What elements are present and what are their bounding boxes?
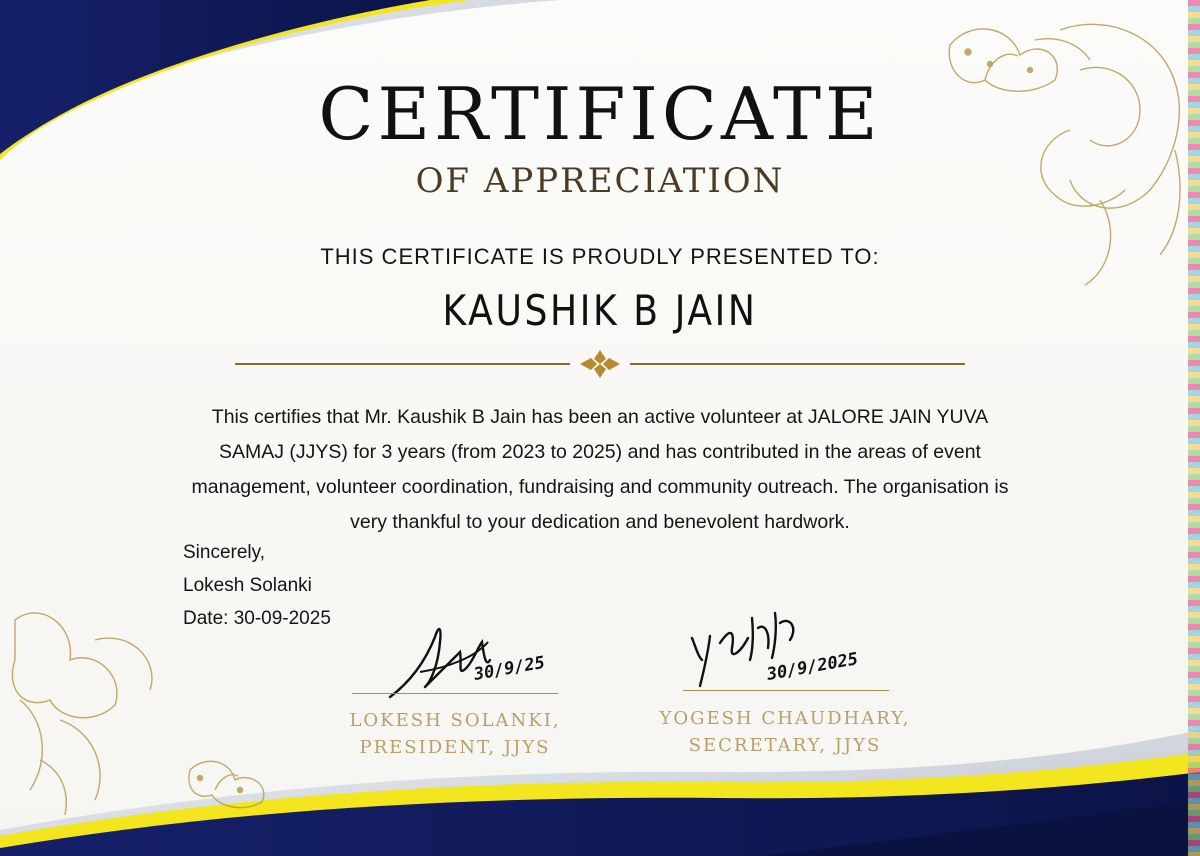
fleur-ornament-icon <box>580 350 620 378</box>
presented-to-label: THIS CERTIFICATE IS PROUDLY PRESENTED TO: <box>320 244 880 269</box>
secretary-role-line: SECRETARY, JJYS <box>688 735 882 756</box>
president-name-line: LOKESH SOLANKI, <box>349 710 561 731</box>
president-caption <box>300 707 610 761</box>
ornamental-divider <box>235 350 965 380</box>
bottom-left-floral-ornament <box>12 613 263 815</box>
president-signature <box>380 612 570 702</box>
issue-date: Date: 30-09-2025 <box>183 608 331 629</box>
salutation: Sincerely, <box>183 542 266 563</box>
certificate-title: CERTIFICATE <box>318 72 882 156</box>
secretary-caption <box>625 705 945 759</box>
president-signature-line <box>352 693 558 694</box>
closing-block <box>183 536 331 635</box>
certificate-body: This certifies that Mr. Kaushik B Jain has been an active volunteer at JALORE JAIN YUVA SAMAJ (JJYS) for 3 years (from 2023 to 2025) and has contributed in the areas of event management, volunteer coordination, fundraising and community outreach. The organisation is very thankful to your dedication and benevolent hardwork. <box>191 406 1009 533</box>
secretary-signature-line <box>683 690 889 691</box>
certificate-subtitle: OF APPRECIATION <box>415 161 785 201</box>
president-signature-date: 30/9/25 <box>472 652 547 685</box>
president-role-line: PRESIDENT, JJYS <box>359 737 551 758</box>
secretary-signature-date: 30/9/2025 <box>765 649 860 685</box>
closing-name: Lokesh Solanki <box>183 575 312 596</box>
recipient-name: KAUSHIK B JAIN <box>442 286 758 335</box>
secretary-name-line: YOGESH CHAUDHARY, <box>659 708 911 729</box>
secretary-signature <box>680 598 870 693</box>
